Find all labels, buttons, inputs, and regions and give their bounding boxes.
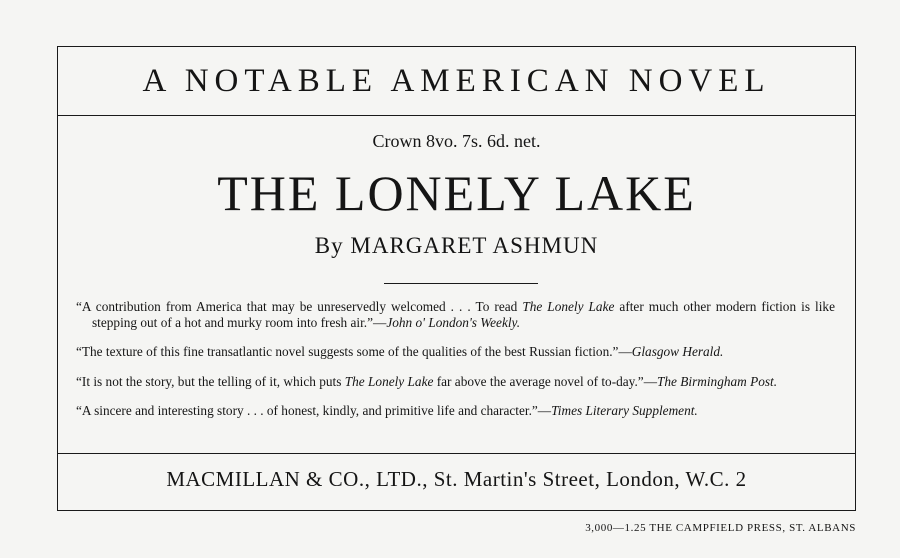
quote-text: “It is not the story, but the telling of it, which puts bbox=[76, 373, 345, 389]
book-author: By MARGARET ASHMUN bbox=[314, 233, 599, 258]
publisher-line: MACMILLAN & CO., LTD., St. Martin's Street, London, W.C. 2 bbox=[166, 467, 747, 491]
review-quote bbox=[76, 299, 835, 331]
quote-title: The Lonely Lake bbox=[344, 373, 434, 389]
book-title: THE LONELY LAKE bbox=[217, 165, 696, 221]
review-quote bbox=[76, 344, 835, 360]
quote-source: John o' London's Weekly. bbox=[386, 315, 521, 330]
quote-text: far above the average novel of to-day.”— bbox=[433, 373, 657, 389]
quote-text: “The texture of this fine transatlantic novel suggests some of the qualities of the best Russian fiction.”— bbox=[76, 344, 632, 360]
quote-source: Times Literary Supplement. bbox=[551, 402, 698, 418]
quote-title: The Lonely Lake bbox=[522, 299, 615, 314]
ad-heading: A NOTABLE AMERICAN NOVEL bbox=[142, 63, 771, 99]
review-quote bbox=[76, 403, 835, 419]
quote-text: after much other modern fiction is like stepping out of a hot and murky room into fresh air.”— bbox=[92, 299, 835, 330]
short-rule bbox=[384, 283, 538, 284]
printer-imprint: 3,000—1.25 THE CAMPFIELD PRESS, ST. ALBANS bbox=[585, 522, 856, 534]
review-quote bbox=[76, 374, 835, 390]
quote-source: Glasgow Herald. bbox=[631, 344, 724, 360]
bottom-rule bbox=[58, 453, 855, 454]
quote-text: “A sincere and interesting story . . . of honest, kindly, and primitive life and character.”— bbox=[76, 402, 552, 418]
price-line: Crown 8vo. 7s. 6d. net. bbox=[372, 131, 541, 151]
quote-source: The Birmingham Post. bbox=[657, 373, 778, 389]
review-quotes bbox=[76, 299, 835, 419]
top-rule bbox=[58, 115, 855, 116]
quote-text: “A contribution from America that may be unreservedly welcomed . . . To read bbox=[76, 299, 523, 314]
advertisement-frame bbox=[57, 46, 856, 511]
